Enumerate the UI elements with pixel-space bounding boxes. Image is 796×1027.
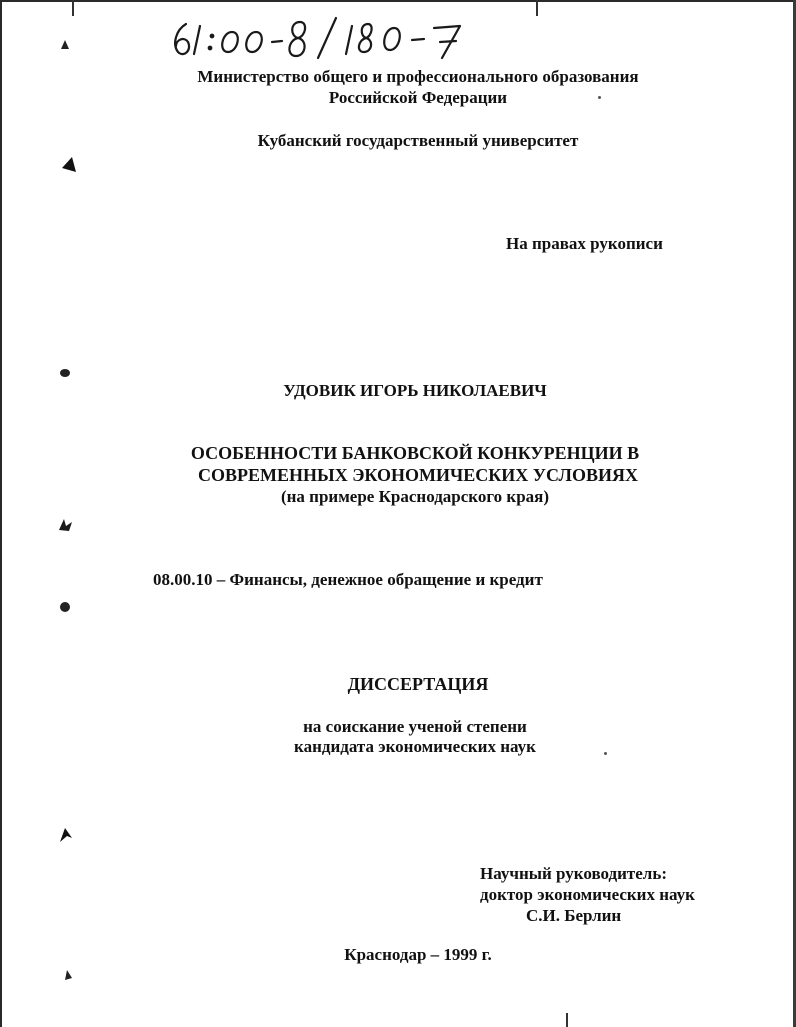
scan-mark-icon bbox=[58, 600, 72, 614]
title-line-2: СОВРЕМЕННЫХ ЭКОНОМИЧЕСКИХ УСЛОВИЯХ bbox=[198, 465, 638, 485]
place-year: Краснодар – 1999 г. bbox=[344, 945, 492, 964]
scan-tick bbox=[566, 1013, 568, 1027]
scan-mark-icon bbox=[60, 156, 78, 174]
scan-edge-left bbox=[0, 0, 2, 1027]
scan-mark-icon bbox=[58, 38, 72, 52]
university-name: Кубанский государственный университет bbox=[257, 131, 579, 150]
author-name: УДОВИК ИГОРЬ НИКОЛАЕВИЧ bbox=[283, 381, 547, 400]
supervisor-label: Научный руководитель: bbox=[480, 864, 667, 883]
scan-mark-icon bbox=[58, 366, 72, 380]
specialty-code: 08.00.10 – Финансы, денежное обращение и кредит bbox=[153, 570, 543, 589]
degree-line-2: кандидата экономических наук bbox=[294, 737, 536, 756]
manuscript-note: На правах рукописи bbox=[506, 234, 663, 253]
title-line-1: ОСОБЕННОСТИ БАНКОВСКОЙ КОНКУРЕНЦИИ В bbox=[190, 443, 640, 463]
supervisor-degree: доктор экономических наук bbox=[480, 885, 695, 904]
archive-number-handwriting bbox=[168, 14, 478, 60]
title-subtitle: (на примере Краснодарского края) bbox=[280, 487, 550, 506]
document-type: ДИССЕРТАЦИЯ bbox=[347, 674, 489, 694]
ministry-line-1: Министерство общего и профессионального образования bbox=[197, 67, 639, 86]
ministry-line-2: Российской Федерации bbox=[328, 88, 508, 107]
scan-edge-top bbox=[0, 0, 796, 2]
scan-tick bbox=[72, 0, 74, 16]
degree-line-1: на соискание ученой степени bbox=[303, 717, 527, 736]
scan-mark-icon bbox=[60, 968, 74, 982]
scan-tick bbox=[536, 0, 538, 16]
supervisor-name: С.И. Берлин bbox=[526, 906, 622, 925]
scan-mark-icon bbox=[58, 826, 74, 844]
scan-mark-icon bbox=[56, 516, 74, 534]
